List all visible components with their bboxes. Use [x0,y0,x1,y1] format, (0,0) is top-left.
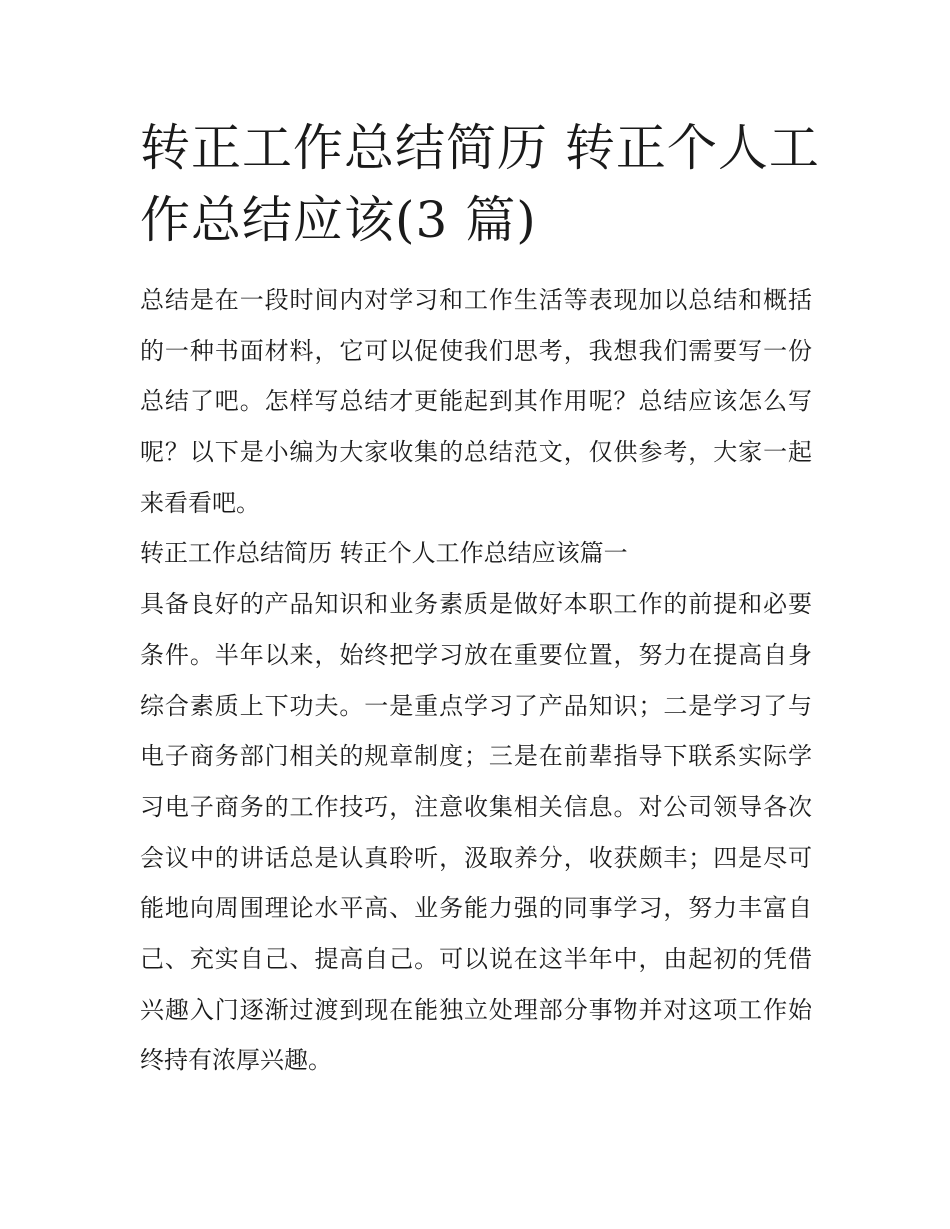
intro-paragraph [140,283,812,536]
document-body [140,283,812,1094]
text-line: 条件。半年以来，始终把学习放在重要位置，努力在提高自身 [140,640,812,669]
text-line: 电子商务部门相关的规章制度；三是在前辈指导下联系实际学 [140,742,812,771]
document-title [140,112,820,256]
title-line: 转正工作总结简历 转正个人工 [140,119,820,177]
section-heading: 转正工作总结简历 转正个人工作总结应该篇一 [140,539,628,568]
section-paragraph [140,587,812,1094]
text-line: 己、充实自己、提高自己。可以说在这半年中，由起初的凭借 [140,944,812,973]
text-line: 会议中的讲话总是认真聆听，汲取养分，收获颇丰；四是尽可 [140,843,812,872]
text-line: 兴趣入门逐渐过渡到现在能独立处理部分事物并对这项工作始 [140,995,812,1024]
text-line: 来看看吧。 [140,488,260,517]
text-line: 呢？以下是小编为大家收集的总结范文，仅供参考，大家一起 [140,438,812,467]
text-line: 的一种书面材料，它可以促使我们思考，我想我们需要写一份 [140,336,812,365]
text-line: 能地向周围理论水平高、业务能力强的同事学习，努力丰富自 [140,894,812,923]
text-line: 终持有浓厚兴趣。 [140,1046,332,1075]
title-line: 作总结应该(3 篇) [140,191,537,249]
text-line: 总结了吧。怎样写总结才更能起到其作用呢？总结应该怎么写 [140,387,812,416]
text-line: 习电子商务的工作技巧，注意收集相关信息。对公司领导各次 [140,792,812,821]
text-line: 综合素质上下功夫。一是重点学习了产品知识；二是学习了与 [140,691,812,720]
text-line: 总结是在一段时间内对学习和工作生活等表现加以总结和概括 [140,286,812,314]
document-content [140,112,820,1094]
text-line: 具备良好的产品知识和业务素质是做好本职工作的前提和必要 [140,590,812,619]
